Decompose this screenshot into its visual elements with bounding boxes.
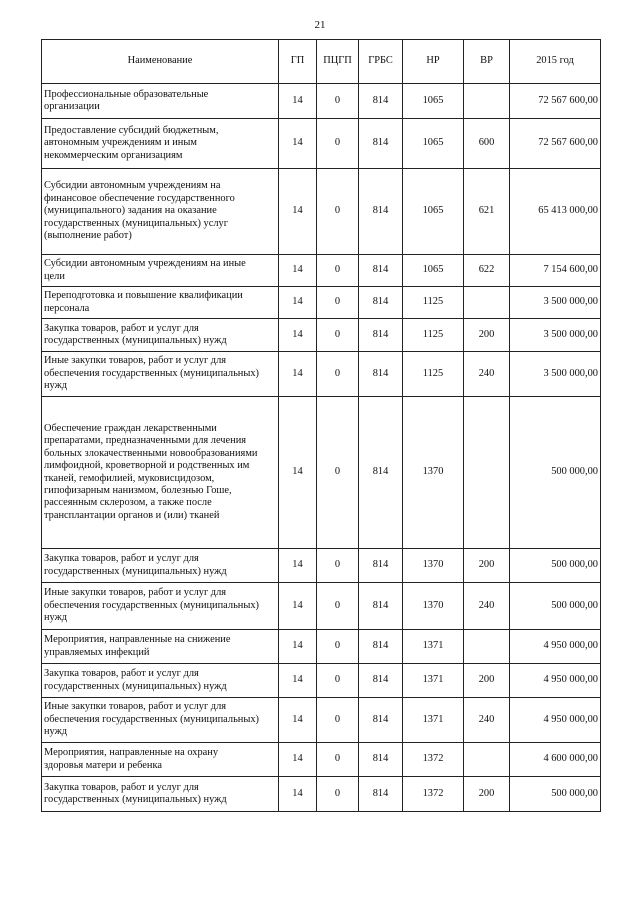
table-row [42, 255, 601, 287]
row-gp-cell: 14 [279, 84, 317, 119]
row-nr-cell: 1370 [403, 549, 464, 583]
row-grbs-cell: 814 [359, 287, 403, 319]
row-vr-cell: 621 [464, 169, 510, 255]
row-gp-cell: 14 [279, 777, 317, 812]
row-name-cell: Субсидии автономным учреждениям на финансовое обеспечение государственного (муниципального) задания на оказание государственных (муниципальных) услуг (выполнение работ) [42, 169, 279, 255]
row-vr-cell [464, 630, 510, 664]
row-gp-cell: 14 [279, 169, 317, 255]
row-grbs-cell: 814 [359, 777, 403, 812]
row-gp-cell: 14 [279, 255, 317, 287]
row-nr-cell: 1125 [403, 319, 464, 352]
table-row [42, 549, 601, 583]
header-name: Наименование [42, 40, 279, 84]
header-gp: ГП [279, 40, 317, 84]
row-name-cell: Закупка товаров, работ и услуг для государственных (муниципальных) нужд [42, 777, 279, 812]
row-nr-cell: 1065 [403, 119, 464, 169]
row-name-cell: Иные закупки товаров, работ и услуг для обеспечения государственных (муниципальных) нужд [42, 698, 279, 743]
row-vr-cell: 622 [464, 255, 510, 287]
row-vr-cell: 240 [464, 352, 510, 397]
row-grbs-cell: 814 [359, 319, 403, 352]
row-gp-cell: 14 [279, 664, 317, 698]
row-gp-cell: 14 [279, 549, 317, 583]
row-pgp-cell: 0 [317, 777, 359, 812]
row-name-cell: Закупка товаров, работ и услуг для государственных (муниципальных) нужд [42, 664, 279, 698]
row-pgp-cell: 0 [317, 352, 359, 397]
row-name-cell: Субсидии автономным учреждениям на иные цели [42, 255, 279, 287]
row-nr-cell: 1065 [403, 84, 464, 119]
row-name-cell: Предоставление субсидий бюджетным, автономным учреждениям и иным некоммерческим организациям [42, 119, 279, 169]
row-gp-cell: 14 [279, 352, 317, 397]
row-amount-cell: 500 000,00 [510, 583, 601, 630]
row-amount-cell: 500 000,00 [510, 397, 601, 549]
row-grbs-cell: 814 [359, 664, 403, 698]
row-grbs-cell: 814 [359, 549, 403, 583]
page-number: 21 [314, 19, 326, 31]
row-nr-cell: 1372 [403, 743, 464, 777]
row-pgp-cell: 0 [317, 630, 359, 664]
row-grbs-cell: 814 [359, 255, 403, 287]
row-nr-cell: 1371 [403, 630, 464, 664]
row-gp-cell: 14 [279, 119, 317, 169]
row-gp-cell: 14 [279, 743, 317, 777]
header-pgp: ПЦГП [317, 40, 359, 84]
row-amount-cell: 3 500 000,00 [510, 352, 601, 397]
row-name-cell: Иные закупки товаров, работ и услуг для обеспечения государственных (муниципальных) нужд [42, 352, 279, 397]
header-year: 2015 год [510, 40, 601, 84]
table-row [42, 169, 601, 255]
row-name-cell: Закупка товаров, работ и услуг для государственных (муниципальных) нужд [42, 549, 279, 583]
row-grbs-cell: 814 [359, 169, 403, 255]
row-amount-cell: 500 000,00 [510, 549, 601, 583]
table-row [42, 287, 601, 319]
table-row [42, 319, 601, 352]
table-row [42, 397, 601, 549]
header-grbs: ГРБС [359, 40, 403, 84]
row-pgp-cell: 0 [317, 84, 359, 119]
row-vr-cell: 240 [464, 698, 510, 743]
row-amount-cell: 65 413 000,00 [510, 169, 601, 255]
row-pgp-cell: 0 [317, 549, 359, 583]
row-nr-cell: 1370 [403, 583, 464, 630]
table-row [42, 630, 601, 664]
table-row [42, 698, 601, 743]
row-pgp-cell: 0 [317, 119, 359, 169]
row-name-cell: Мероприятия, направленные на охрану здоровья матери и ребенка [42, 743, 279, 777]
row-name-cell: Иные закупки товаров, работ и услуг для обеспечения государственных (муниципальных) нужд [42, 583, 279, 630]
row-amount-cell: 7 154 600,00 [510, 255, 601, 287]
row-nr-cell: 1370 [403, 397, 464, 549]
row-pgp-cell: 0 [317, 664, 359, 698]
row-name-cell: Переподготовка и повышение квалификации персонала [42, 287, 279, 319]
row-vr-cell: 200 [464, 549, 510, 583]
row-nr-cell: 1065 [403, 255, 464, 287]
row-amount-cell: 500 000,00 [510, 777, 601, 812]
row-vr-cell [464, 287, 510, 319]
row-vr-cell: 200 [464, 319, 510, 352]
row-grbs-cell: 814 [359, 698, 403, 743]
table-row [42, 119, 601, 169]
row-nr-cell: 1065 [403, 169, 464, 255]
row-amount-cell: 72 567 600,00 [510, 84, 601, 119]
row-name-cell: Закупка товаров, работ и услуг для государственных (муниципальных) нужд [42, 319, 279, 352]
row-nr-cell: 1125 [403, 287, 464, 319]
row-grbs-cell: 814 [359, 743, 403, 777]
row-nr-cell: 1372 [403, 777, 464, 812]
row-grbs-cell: 814 [359, 630, 403, 664]
row-vr-cell: 200 [464, 777, 510, 812]
row-name-cell: Обеспечение граждан лекарственными препаратами, предназначенными для лечения больных злокачественными новообразованиями лимфоидной, кроветворной и родственных им тканей, гемофилией, муковисцидозом, гипофизарным нанизмом, болезнью Гоше, рассеянным склерозом, а также после трансплантации органов и (или) тканей [42, 397, 279, 549]
table-row [42, 583, 601, 630]
row-amount-cell: 4 950 000,00 [510, 698, 601, 743]
row-vr-cell [464, 743, 510, 777]
row-amount-cell: 4 600 000,00 [510, 743, 601, 777]
row-pgp-cell: 0 [317, 698, 359, 743]
row-pgp-cell: 0 [317, 583, 359, 630]
row-nr-cell: 1371 [403, 664, 464, 698]
row-nr-cell: 1371 [403, 698, 464, 743]
table-row [42, 777, 601, 812]
table-row [42, 664, 601, 698]
row-pgp-cell: 0 [317, 743, 359, 777]
row-pgp-cell: 0 [317, 169, 359, 255]
row-gp-cell: 14 [279, 698, 317, 743]
row-vr-cell: 200 [464, 664, 510, 698]
header-nr: НР [403, 40, 464, 84]
header-vr: ВР [464, 40, 510, 84]
row-grbs-cell: 814 [359, 397, 403, 549]
row-grbs-cell: 814 [359, 84, 403, 119]
row-amount-cell: 3 500 000,00 [510, 319, 601, 352]
row-pgp-cell: 0 [317, 255, 359, 287]
row-amount-cell: 3 500 000,00 [510, 287, 601, 319]
row-pgp-cell: 0 [317, 319, 359, 352]
row-gp-cell: 14 [279, 319, 317, 352]
row-vr-cell: 240 [464, 583, 510, 630]
row-grbs-cell: 814 [359, 119, 403, 169]
row-amount-cell: 4 950 000,00 [510, 630, 601, 664]
row-name-cell: Мероприятия, направленные на снижение управляемых инфекций [42, 630, 279, 664]
row-gp-cell: 14 [279, 583, 317, 630]
row-vr-cell: 600 [464, 119, 510, 169]
row-grbs-cell: 814 [359, 583, 403, 630]
row-pgp-cell: 0 [317, 287, 359, 319]
row-gp-cell: 14 [279, 630, 317, 664]
budget-table [41, 39, 601, 812]
row-amount-cell: 4 950 000,00 [510, 664, 601, 698]
table-row [42, 743, 601, 777]
row-name-cell: Профессиональные образовательные организации [42, 84, 279, 119]
table-row [42, 352, 601, 397]
row-amount-cell: 72 567 600,00 [510, 119, 601, 169]
row-vr-cell [464, 397, 510, 549]
table-row [42, 84, 601, 119]
row-vr-cell [464, 84, 510, 119]
row-nr-cell: 1125 [403, 352, 464, 397]
row-grbs-cell: 814 [359, 352, 403, 397]
header-row [42, 40, 601, 84]
row-gp-cell: 14 [279, 287, 317, 319]
row-pgp-cell: 0 [317, 397, 359, 549]
row-gp-cell: 14 [279, 397, 317, 549]
